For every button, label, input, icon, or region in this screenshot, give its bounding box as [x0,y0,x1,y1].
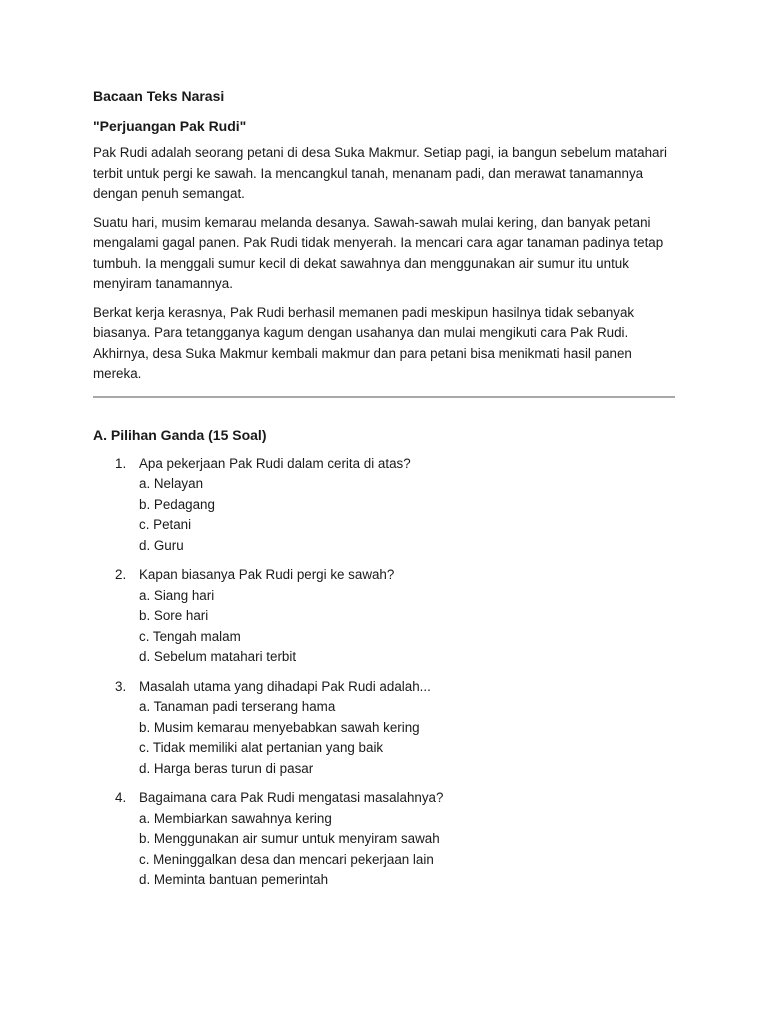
answer-option: a. Siang hari [139,587,215,603]
question-number: 1. [115,455,127,471]
option-list [139,586,675,668]
answer-option: d. Harga beras turun di pasar [139,760,314,776]
question-item [93,677,675,780]
answer-option: d. Meminta bantuan pemerintah [139,872,329,887]
answer-option: b. Musim kemarau menyebabkan sawah kering [139,719,420,735]
question-list [93,454,675,891]
answer-option: d. Guru [139,537,184,553]
story-title: "Perjuangan Pak Rudi" [93,118,247,134]
question-number: 4. [115,790,127,805]
section-title: A. Pilihan Ganda (15 Soal) [93,426,267,443]
document-title: Bacaan Teks Narasi [93,88,225,104]
answer-option: c. Tidak memiliki alat pertanian yang baik [139,740,384,755]
answer-option: b. Pedagang [139,496,215,512]
story-paragraph: Suatu hari, musim kemarau melanda desanya. Sawah-sawah mulai kering, dan banyak petani mengalami gagal panen. Pak Rudi tidak menyerah. Ia mencari cara agar tanaman padinya tetap tumbuh. Ia menggali sumur kecil di dekat sawahnya dan menggunakan air sumur itu untuk menyiram tanamannya. [93,214,664,291]
question-item [93,565,675,668]
answer-option: a. Membiarkan sawahnya kering [139,810,332,826]
option-list [139,474,675,556]
option-list [139,697,675,779]
option-list [139,809,675,891]
story-paragraph: Berkat kerja kerasnya, Pak Rudi berhasil memanen padi meskipun hasilnya tidak sebanyak biasanya. Para tetangganya kagum dengan usahanya dan mulai mengikuti cara Pak Rudi. Akhirnya, desa Suka Makmur kembali makmur dan para petani bisa menikmati hasil panen mereka. [93,304,635,381]
question-text: Kapan biasanya Pak Rudi pergi ke sawah? [139,567,395,582]
answer-option: b. Sore hari [139,608,209,623]
question-item [93,788,675,891]
answer-option: b. Menggunakan air sumur untuk menyiram sawah [139,831,440,846]
question-number: 3. [115,678,127,694]
question-text: Apa pekerjaan Pak Rudi dalam cerita di atas? [139,455,411,471]
section-divider [93,396,675,398]
document-page [93,86,675,900]
answer-option: c. Petani [139,517,192,532]
question-text: Bagaimana cara Pak Rudi mengatasi masalahnya? [139,790,444,805]
answer-option: c. Tengah malam [139,628,241,644]
answer-option: d. Sebelum matahari terbit [139,649,297,664]
answer-option: c. Meninggalkan desa dan mencari pekerjaan lain [139,851,434,867]
question-item [93,454,675,557]
story-paragraph: Pak Rudi adalah seorang petani di desa Suka Makmur. Setiap pagi, ia bangun sebelum matahari terbit untuk pergi ke sawah. Ia mencangkul tanah, menanam padi, dan merawat tanamannya dengan penuh semangat. [93,145,667,201]
answer-option: a. Nelayan [139,476,204,491]
answer-option: a. Tanaman padi terserang hama [139,699,336,714]
question-text: Masalah utama yang dihadapi Pak Rudi adalah... [139,678,431,694]
question-number: 2. [115,567,127,582]
